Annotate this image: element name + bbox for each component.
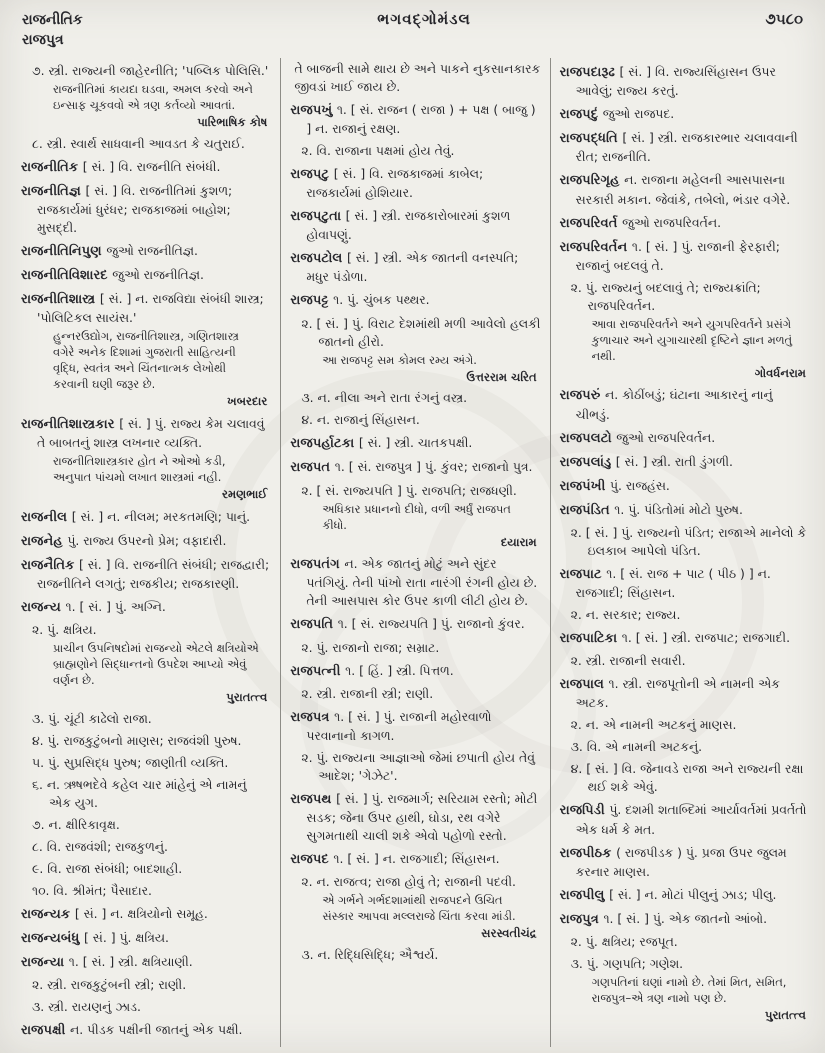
headword: રાજપતિ bbox=[290, 617, 338, 633]
dictionary-entry: રાજપદ્ધતિ [ સં. ] સ્ત્રી. રાજકારભાર ચલાવવાની રીત; રાજનીતિ. bbox=[559, 130, 798, 165]
dictionary-entry: રાજપખું ૧. [ સં. રાજન ( રાજા ) + પક્ષ ( બાજુ ) ] ન. રાજાનું રક્ષણ. bbox=[290, 101, 536, 137]
headword: રાજપત્ની bbox=[290, 663, 346, 679]
headword: રાજપાટિકા bbox=[559, 631, 622, 647]
headword: રાજપટુ bbox=[290, 167, 334, 183]
citation-attribution: ખબરદાર bbox=[227, 394, 268, 409]
dictionary-entry: રાજન્યા ૧. [ સં. ] સ્ત્રી. ક્ષત્રિયાણી. bbox=[21, 954, 193, 971]
headword: રાજન્યબંધુ bbox=[21, 931, 85, 947]
entry-sense: ૨. [ સં. ] પું. વિરાટ દેશમાંથી મળી આવેલો હલકી જાતનો હીરો. bbox=[301, 315, 541, 349]
column-3 bbox=[551, 58, 819, 1047]
dictionary-entry: રાજપત્ની ૧. [ હિં. ] સ્ત્રી. પિત્તળ. bbox=[290, 662, 454, 679]
dictionary-entry: રાજનીતિશાસ્ત્ર [ સં. ] ન. રાજવિદ્યા સંબંધી શાસ્ત્ર; 'પોલિટિકલ સાયંસ.' bbox=[21, 291, 264, 326]
dictionary-entry: રાજપાલ ૧. સ્ત્રી. રાજપૂતોની એ નામની એક અટક. bbox=[559, 676, 780, 711]
headword: રાજપંખી bbox=[559, 478, 610, 494]
entry-sense: ૨. ન. એ નામની અટકનું માણસ. bbox=[570, 717, 737, 733]
entry-sense: ૨. સ્ત્રી. રાજકુટુંબની સ્ત્રી; રાણી. bbox=[32, 977, 187, 993]
dictionary-entry: રાજપર્હાટકા [ સં. ] સ્ત્રી. ચાતકપક્ષી. bbox=[290, 435, 473, 452]
header-left-catchword: રાજનીતિક bbox=[22, 12, 83, 28]
headword: રાજન્યક bbox=[21, 906, 75, 922]
citation-quote: ગણપતિનાં ઘણાં નામો છે. તેમાં મિત, સમિત, રાજપુત્ર–એ ત્રણ નામો પણ છે. bbox=[591, 974, 787, 1005]
citation-attribution: પુરાતત્ત્વ bbox=[765, 1007, 806, 1022]
dictionary-entry: રાજપરિવર્તન ૧. [ સં. ] પું. રાજાની ફેરફારી; રાજાનું બદલવું તે. bbox=[559, 238, 780, 273]
headword: રાજપત bbox=[290, 460, 335, 476]
citation-attribution: દયારામ bbox=[500, 534, 537, 549]
headword: રાજનીતિવિશારદ bbox=[21, 268, 113, 284]
entry-sense: ૨. પું. રાજ્યના આજ્ઞાઓ જેમાં છપાતી હોય તેવું આદેશ; 'ગેઝેટ'. bbox=[301, 749, 535, 783]
header-second-catchword: રાજપુત્ર bbox=[22, 32, 64, 48]
headword: રાજપરિવર્ત bbox=[559, 215, 623, 231]
page-header bbox=[0, 0, 825, 28]
dictionary-entry: રાજપટોલ [ સં. ] સ્ત્રી. એક જાતની વનસ્પતિ; મધુર પંડોળા. bbox=[290, 250, 519, 285]
dictionary-entry: રાજપલાંડુ [ સં. ] સ્ત્રી. રાતી ડુંગળી. bbox=[559, 453, 733, 470]
entry-sense: ૩. સ્ત્રી. રાયણનું ઝાડ. bbox=[32, 999, 141, 1015]
dictionary-entry: રાજપંડિત ૧. પું. પંડિતોમાં મોટો પુરુષ. bbox=[559, 502, 743, 518]
headword: રાજપખું bbox=[290, 102, 337, 118]
dictionary-entry: રાજપતિ ૧. [ સં. રાજ્યપતિ ] પું. રાજાનો કુંવર. bbox=[290, 616, 525, 633]
headword: રાજનીતિનિપુણ bbox=[21, 243, 107, 259]
dictionary-entry: રાજપથ [ સં. ] પું. રાજમાર્ગ; સરિયામ રસ્તો; મોટી સડક; જેના ઉપર હાથી, ઘોડા, રથ વગેરે સુગમતાથી ચાલી શકે એવો પહોળો રસ્તો. bbox=[290, 790, 538, 843]
dictionary-entry: રાજપત્ર ૧. [ સં. ] પું. રાજાની મહોરવાળો પરવાનાનો કાગળ. bbox=[290, 708, 492, 743]
headword: રાજન્ય bbox=[21, 600, 66, 616]
dictionary-entry: રાજપરિગૃહ ન. રાજાના મહેલની આસપાસના સરકારી મકાન. જેવાંકે, તબેલો, ભંડાર વગેરે. bbox=[559, 172, 791, 207]
entry-sense: ૨. પું. ક્ષત્રિય; રજપૂત. bbox=[570, 933, 678, 949]
entry-sense: ૨. ન. સરકાર; રાજ્ય. bbox=[570, 607, 681, 623]
headword: રાજપંડિત bbox=[559, 503, 615, 518]
citation-quote: આ રાજપટ્ટ સમ કોમલ રમ્ય અંગે. bbox=[322, 352, 477, 367]
headword: રાજપદું bbox=[559, 107, 603, 123]
headword: રાજપિડી bbox=[559, 803, 610, 819]
dictionary-entry: રાજપીઠક ( રાજપીડક ) પું. પ્રજા ઉપર જુલમ કરનાર માણસ. bbox=[559, 844, 787, 879]
dictionary-entry: રાજપટ્ટ ૧. પું. ચુંબક પથ્થર. bbox=[290, 292, 430, 309]
headword: રાજપરિવર્તન bbox=[559, 239, 632, 255]
dictionary-entry: રાજનીલ [ સં. ] ન. નીલમ; મરકતમણિ; પાનું. bbox=[21, 508, 251, 525]
citation-quote: પ્રાચીન ઉપનિષદોમાં રાજન્યો એટલે ક્ષત્રિયોએ બ્રાહ્મણોને સિદ્ધાન્તનો ઉપદેશ આપ્યો એવું વર્ણન છે. bbox=[53, 641, 259, 688]
citation-quote: આવા રાજપરિવર્તને અને યુગપરિવર્તને પ્રસંગે કુળાચાર અને યુગાચારથી દૃષ્ટિને જ્ઞાન મળતું નથી. bbox=[591, 316, 793, 363]
entry-sense: ૨. વિ. રાજાના પક્ષમાં હોય તેવું. bbox=[301, 143, 455, 159]
headword: રાજપુત્ર bbox=[559, 911, 604, 927]
headword: રાજપદ્ધતિ bbox=[559, 131, 623, 147]
dictionary-entry: રાજનીતિક [ સં. ] વિ. રાજનીતિ સંબંધી. bbox=[21, 158, 221, 175]
dictionary-entry: રાજપદું જુઓ રાજપદ. bbox=[559, 106, 675, 123]
dictionary-entry: રાજપીલુ [ સં. ] ન. મોટાં પીલુનું ઝાડ; પીલુ. bbox=[559, 886, 777, 903]
dictionary-entry: રાજપિડી પું. દશમી શતાબ્દિમાં આર્યાવર્તમાં પ્રવર્તતો એક ધર્મ કે મત. bbox=[559, 802, 807, 837]
headword: રાજપક્ષી bbox=[21, 1023, 71, 1039]
entry-sense: ૨. સ્ત્રી. રાજાની સવારી. bbox=[570, 653, 686, 669]
headword: રાજન્યા bbox=[21, 955, 69, 971]
headword: રાજપટ્ટ bbox=[290, 293, 334, 309]
entry-continuation: તે બાજની સામે થાય છે અને પાકને નુકસાનકારક જીવડાં ખાઈ જાય છે. bbox=[294, 61, 541, 94]
entry-sense: ૨. પું. રાજાનો રાજા; સમ્રાટ. bbox=[301, 639, 440, 655]
citation-quote: રાજનીતિમાં કાયદા ઘડવા, અમલ કરવો અને ઇન્સાફ ચૂકવવો એ ત્રણ કર્તવ્યો આવતાં. bbox=[53, 81, 253, 112]
dictionary-entry: રાજપદ ૧. [ સં. ] ન. રાજગાદી; સિંહાસન. bbox=[290, 850, 500, 867]
entry-sense: ૨. [ સં. ] પું. રાજ્યનો પંડિત; રાજાએ માનેલો કે ઇલકાબ આપેલો પંડિત. bbox=[570, 525, 807, 559]
headword: રાજનીતિક bbox=[21, 159, 83, 175]
dictionary-entry: રાજપાટ ૧. [ સં. રાજ + પાટ ( પીઠ ) ] ન. રાજગાદી; સિંહાસન. bbox=[559, 566, 771, 601]
dictionary-entry: રાજપદારૂઢ [ સં. ] વિ. રાજ્યસિંહાસન ઉપર આવેલું; રાજ્ય કરતું. bbox=[559, 64, 776, 99]
citation-attribution: રમણભાઈ bbox=[221, 487, 268, 502]
entry-sense: ૧૦. વિ. શ્રીમંત; પૈસાદાર. bbox=[32, 883, 152, 898]
entry-sense: ૨. સ્ત્રી. રાજાની સ્ત્રી; રાણી. bbox=[301, 685, 434, 701]
headword: રાજપટુતા bbox=[290, 209, 346, 225]
headword: રાજપીલુ bbox=[559, 887, 610, 903]
dictionary-entry: રાજપલટો જુઓ રાજપરિવર્તન. bbox=[559, 429, 716, 446]
citation-attribution: પારિભાષિક કોષ bbox=[197, 114, 268, 129]
entry-sense: ૩. ન. રિદ્ધિસિદ્ધિ; ઐશ્વર્ય. bbox=[301, 946, 439, 962]
entry-sense: ૩. ન. નીલા અને રાતા રંગનું વસ્ત્ર. bbox=[301, 390, 468, 406]
headword: રાજપાટ bbox=[559, 567, 607, 583]
entry-sense: ૭. ન. ક્ષીરિકાવૃક્ષ. bbox=[32, 817, 120, 833]
entry-sense: ૪. ન. રાજાનું સિંહાસન. bbox=[301, 412, 420, 428]
headword: રાજપતંગ bbox=[290, 557, 345, 573]
dictionary-entry: રાજપતંગ ન. એક જાતનું મોટું અને સુંદર પતંગિયું. તેની પાંખો રાતા નારંગી રંગની હોય છે. તેની આસપાસ કોર ઉપર કાળી લીટી હોય છે. bbox=[290, 556, 538, 609]
entry-sense: ૩. પું. ગણપતિ; ગણેશ. bbox=[570, 955, 684, 971]
entry-sense: ૮. સ્ત્રી. સ્વાર્થ સાધવાની આવડત કે ચતુરાઈ. bbox=[32, 135, 245, 151]
entry-sense: ૩. વિ. એ નામની અટકનું. bbox=[570, 739, 703, 755]
column-2 bbox=[280, 58, 550, 1047]
citation-quote: અધિકાર પ્રધાનનો દીધો, વળી અર્ધું રાજપત કીધો. bbox=[322, 501, 511, 532]
entry-sense: ૫. પું. સુપ્રસિદ્ધ પુરુષ; જાણીતી વ્યક્તિ. bbox=[32, 755, 229, 771]
headword: રાજપરું bbox=[559, 388, 605, 404]
dictionary-entry: રાજપટુ [ સં. ] વિ. રાજકાજમાં કાબેલ; રાજકાર્યમાં હોશિયાર. bbox=[290, 166, 484, 201]
headword: રાજપર્હાટકા bbox=[290, 436, 359, 452]
entry-sense: ૨. પું. ક્ષત્રિય. bbox=[32, 622, 97, 638]
entry-sense: ૨. પું. રાજ્યનું બદલાવું તે; રાજ્યક્રાંતિ; રાજપરિવર્તન. bbox=[570, 279, 761, 313]
dictionary-entry: રાજનીતિશાસ્ત્રકાર [ સં. ] પું. રાજ્ય કેમ ચલાવવું તે બાબતનું શાસ્ત્ર લખનાર વ્યક્તિ. bbox=[21, 416, 265, 451]
headword: રાજનીતિજ્ઞ bbox=[21, 183, 86, 199]
column-1 bbox=[12, 58, 280, 1047]
headword: રાજપટોલ bbox=[290, 251, 347, 267]
headword: રાજપરિગૃહ bbox=[559, 173, 625, 189]
entry-sense: ૨. [ સં. રાજ્યપતિ ] પું. રાજપતિ; રાજધણી. bbox=[301, 482, 517, 498]
dictionary-entry: રાજનૈતિક [ સં. ] વિ. રાજનીતિ સંબંધી; રાજદ્વારી; રાજનીતિને લગતું; રાજકીય; રાજકારણી. bbox=[21, 557, 270, 592]
dictionary-entry: રાજપંખી પું. રાજહંસ. bbox=[559, 477, 670, 494]
entry-sense: ૮. વિ. રાજવંશી; રાજકુળનું. bbox=[32, 839, 168, 855]
entry-sense: ૭. સ્ત્રી. રાજ્યની જાહેરનીતિ; 'પબ્લિક પોલિસિ.' bbox=[32, 63, 269, 78]
dictionary-entry: રાજન્યક [ સં. ] ન. ક્ષત્રિયોનો સમૂહ. bbox=[21, 905, 208, 922]
headword: રાજપથ bbox=[290, 791, 337, 807]
dictionary-entry: રાજનીતિવિશારદ જુઓ રાજનીતિજ્ઞ. bbox=[21, 267, 204, 284]
citation-attribution: સરસ્વતીચંદ્ર bbox=[481, 925, 537, 940]
dictionary-entry: રાજનીતિનિપુણ જુઓ રાજનીતિજ્ઞ. bbox=[21, 242, 198, 259]
headword: રાજનીતિશાસ્ત્રકાર bbox=[21, 417, 120, 433]
citation-attribution: ઉત્તરરામ ચરિત bbox=[466, 369, 537, 384]
dictionary-entry: રાજપરિવર્ત જુઓ રાજપરિવર્તન. bbox=[559, 214, 722, 231]
columns-container bbox=[12, 58, 819, 1047]
headword: રાજપદ bbox=[290, 851, 334, 867]
headword: રાજનૈતિક bbox=[21, 558, 79, 574]
dictionary-entry: રાજનીતિજ્ઞ [ સં. ] વિ. રાજનીતિમાં કુશળ; રાજકાર્યમાં ધુરંધર; રાજકાજમાં બાહોશ; મુસદ્દી. bbox=[21, 182, 233, 235]
citation-quote: રાજનીતિશાસ્ત્રકાર હોત ને ઓઓ કડી, અનુપાત પાંચમો લખાત શાસ્ત્રમાં નહી. bbox=[53, 454, 226, 485]
headword: રાજનીલ bbox=[21, 509, 72, 525]
page-number: ૭૫૮૦ bbox=[765, 10, 803, 28]
citation-quote: એ ગર્ભને ગર્ભદશામાંથી રાજપદને ઉચિત સંસ્કાર આપવા મલ્લરાજે ચિંતા કરવા માંડી. bbox=[322, 892, 516, 923]
entry-sense: ૩. પું. ચૂંટી કાઢેલો રાજા. bbox=[32, 711, 152, 727]
page-title: ભગવદ્ગોમંડલ bbox=[377, 10, 471, 28]
dictionary-entry: રાજનેહ પું. રાજ્ય ઉપરનો પ્રેમ; વફાદારી. bbox=[21, 533, 227, 550]
dictionary-entry: રાજપુત્ર ૧. [ સં. ] પું. એક જાતનો આંબો. bbox=[559, 910, 768, 927]
entry-sense: ૪. [ સં. ] વિ. જેનાવડે રાજા અને રાજ્યની રક્ષા થઈ શકે એવું. bbox=[570, 761, 804, 795]
citation-quote: હુન્નરઉદ્યોગ, રાજનીતિશાસ્ત્ર, ગણિતશાસ્ત્ર વગેરે અનેક દિશામાં ગુજરાતી સાહિત્યની વૃદ્ધિ, સ્વતંત્ર અને ચિંતનાત્મક લેખોથી કરવાની ઘણી જરૂર છે. bbox=[53, 329, 239, 392]
dictionary-entry: રાજન્યબંધુ [ સં. ] પું. ક્ષત્રિય. bbox=[21, 930, 169, 947]
entry-sense: ૨. ન. રાજત્વ; રાજા હોવું તે; રાજાની પદવી. bbox=[301, 874, 516, 889]
headword: રાજનેહ bbox=[21, 534, 68, 550]
dictionary-entry: રાજપટુતા [ સં. ] સ્ત્રી. રાજકારોબારમાં કુશળ હોવાપણું. bbox=[290, 208, 511, 243]
citation-attribution: ગોવર્ધનરામ bbox=[754, 365, 806, 380]
headword: રાજપદારૂઢ bbox=[559, 65, 620, 80]
dictionary-entry: રાજપત ૧. [ સં. રાજપુત્ર ] પું. કુંવર; રાજાનો પુત્ર. bbox=[290, 459, 533, 476]
dictionary-entry: રાજન્ય ૧. [ સં. ] પું. અગ્નિ. bbox=[21, 599, 166, 616]
headword: રાજપલાંડુ bbox=[559, 454, 616, 470]
dictionary-entry: રાજપક્ષી ન. પીડક પક્ષીની જાતનું એક પક્ષી. bbox=[21, 1022, 243, 1039]
headword: રાજનીતિશાસ્ત્ર bbox=[21, 292, 100, 308]
dictionary-entry: રાજપરું ન. કોઠીંબડું; ઘંટાના આકારનું નાનું ચીભડું. bbox=[559, 387, 773, 422]
headword: રાજપલટો bbox=[559, 430, 617, 446]
headword: રાજપત્ર bbox=[290, 709, 335, 725]
entry-sense: ૬. ન. ઋષભદેવે કહેલ ચાર માંહેનું એ નામનું એક યુગ. bbox=[32, 777, 247, 811]
entry-sense: ૯. વિ. રાજા સંબંધી; બાદશાહી. bbox=[32, 861, 183, 877]
headword: રાજપીઠક bbox=[559, 845, 617, 861]
entry-sense: ૪. પું. રાજકુટુંબનો માણસ; રાજવંશી પુરુષ. bbox=[32, 733, 242, 749]
citation-attribution: પુરાતત્ત્વ bbox=[226, 690, 268, 705]
dictionary-entry: રાજપાટિકા ૧. [ સં. ] સ્ત્રી. રાજપાટ; રાજગાદી. bbox=[559, 630, 791, 647]
headword: રાજપાલ bbox=[559, 677, 609, 693]
